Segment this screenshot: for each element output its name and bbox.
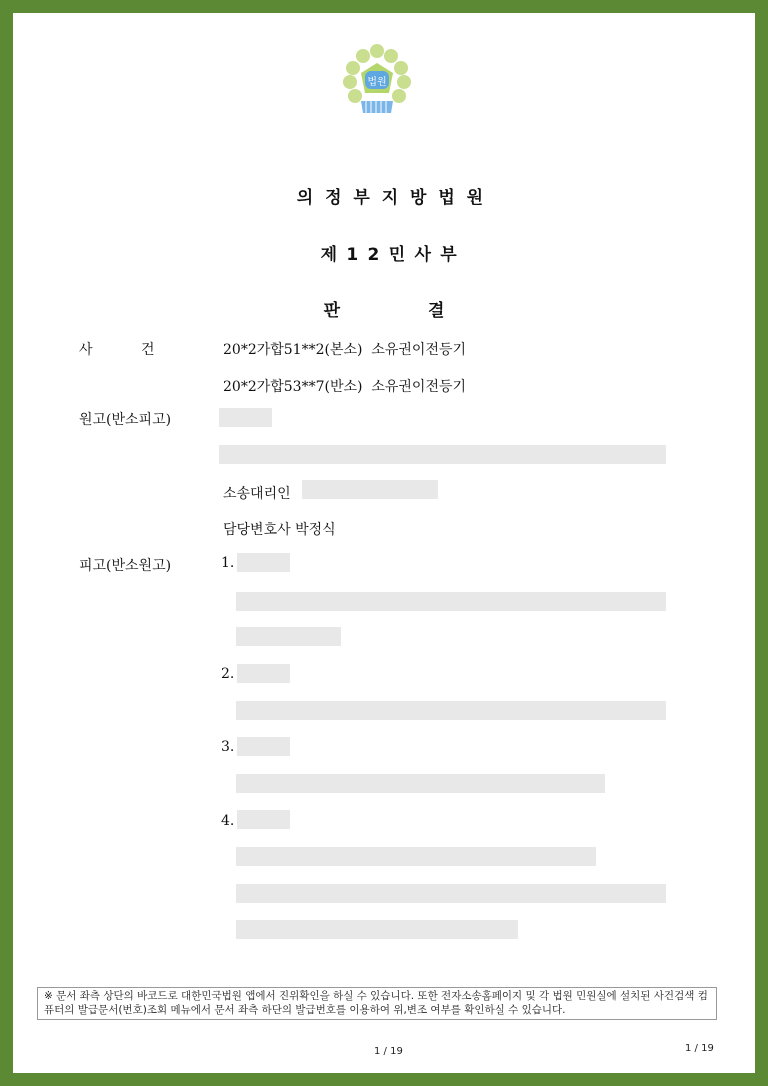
page-number-right: 1 / 19 xyxy=(685,1043,714,1054)
redacted-defendant-1-address xyxy=(236,592,666,611)
redacted-defendant-4-address xyxy=(236,847,596,866)
redacted-defendant-3-name xyxy=(237,737,290,756)
case-label: 사 건 xyxy=(79,342,155,358)
emblem-text: 법원 xyxy=(367,77,387,88)
defendant-item-3-number: 3. xyxy=(221,739,235,755)
document-page xyxy=(13,13,755,1073)
redacted-defendant-4-address-cont-2 xyxy=(236,920,518,939)
defendant-item-1-number: 1. xyxy=(221,555,235,571)
case-line-2: 20*2가합53**7(반소) 소유권이전등기 xyxy=(223,379,467,395)
lawyer-label: 담당변호사 박정식 xyxy=(223,522,336,538)
document-type-left: 판 xyxy=(323,301,340,321)
court-emblem-icon xyxy=(341,41,413,121)
redacted-defendant-4-address-cont xyxy=(236,884,666,903)
plaintiff-label: 원고(반소피고) xyxy=(79,412,172,428)
defendant-label: 피고(반소원고) xyxy=(79,558,172,574)
redacted-attorney-name xyxy=(302,480,438,499)
redacted-defendant-3-address xyxy=(236,774,605,793)
verification-notice: ※ 문서 좌측 상단의 바코드로 대한민국법원 앱에서 진위확인을 하실 수 있습니다. 또한 전자소송홈페이지 및 각 법원 민원실에 설치된 사건검색 컴퓨터의 발급문서(번호)조회 메뉴에서 문서 좌측 하단의 발급번호를 이용하여 위,변조 여부를 확인하실 수 있습니다. xyxy=(37,987,717,1020)
redacted-defendant-4-name xyxy=(237,810,290,829)
division-name: 제12민사부 xyxy=(320,245,467,265)
redacted-defendant-2-name xyxy=(237,664,290,683)
defendant-item-2-number: 2. xyxy=(221,666,235,682)
court-name: 의정부지방법원 xyxy=(296,188,496,208)
page-number-center: 1 / 19 xyxy=(374,1046,403,1057)
case-line-1: 20*2가합51**2(본소) 소유권이전등기 xyxy=(223,342,467,358)
redacted-plaintiff-name xyxy=(219,408,272,427)
defendant-item-4-number: 4. xyxy=(221,813,235,829)
redacted-defendant-1-name xyxy=(237,553,290,572)
redacted-defendant-1-address-cont xyxy=(236,627,341,646)
redacted-plaintiff-address xyxy=(219,445,666,464)
document-type-right: 결 xyxy=(428,301,445,321)
document-type xyxy=(13,296,755,321)
redacted-defendant-2-address xyxy=(236,701,666,720)
attorney-label: 소송대리인 xyxy=(223,486,291,502)
